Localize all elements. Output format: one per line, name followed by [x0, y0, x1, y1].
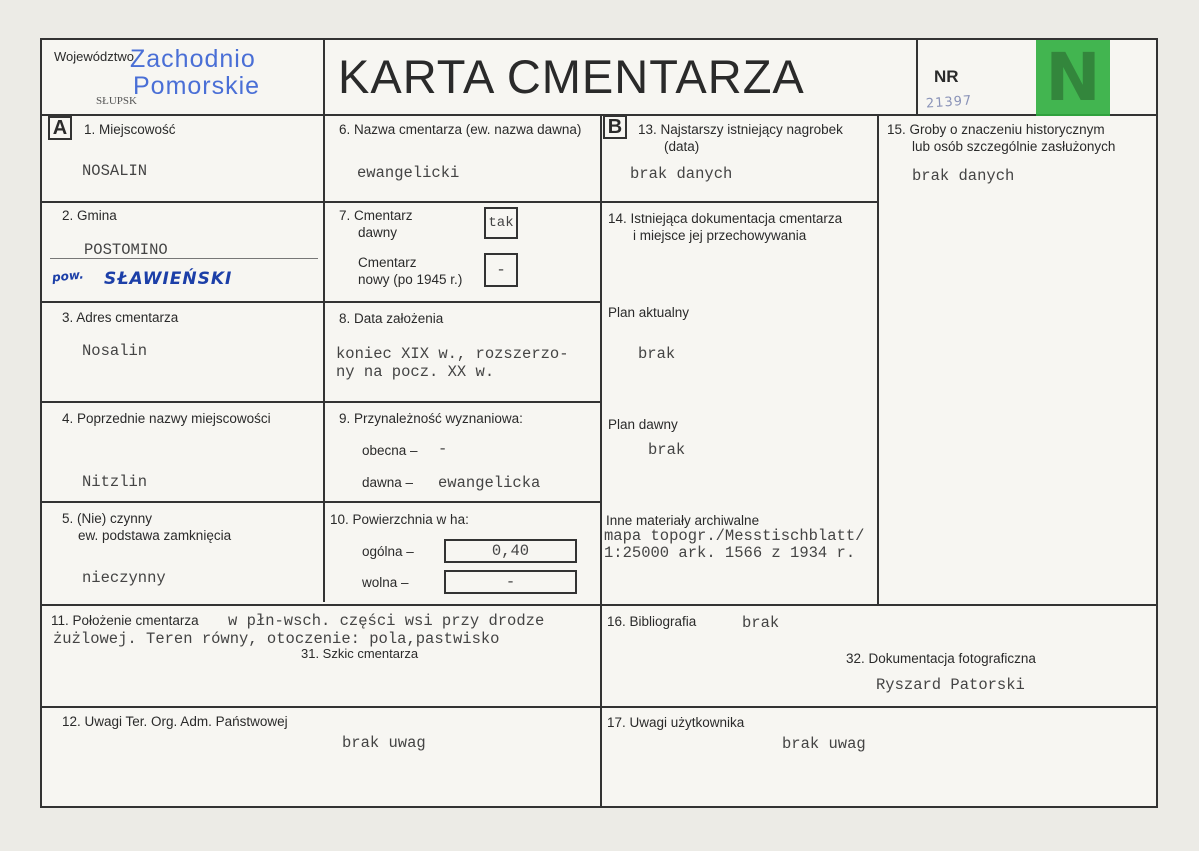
f10-ogolna-box: 0,40 [444, 539, 577, 563]
f2-value: POSTOMINO [84, 241, 168, 259]
plan-dawny-value: brak [648, 441, 686, 459]
f15-label-1: 15. Groby o znaczeniu historycznym [887, 122, 1105, 137]
f10-ogolna-label: ogólna – [362, 544, 414, 559]
f15-value: brak danych [912, 167, 1015, 185]
f11-value-2: żużlowej. Teren równy, otoczenie: pola,pastwisko [53, 630, 500, 648]
green-marker: N [1036, 40, 1110, 116]
region-stamp [130, 46, 260, 100]
f2-handwritten: SŁAWIEŃSKI [104, 269, 233, 289]
plan-aktualny-value: brak [638, 345, 676, 363]
f14-label-2: i miejsce jej przechowywania [633, 228, 807, 243]
f5-value: nieczynny [82, 569, 166, 587]
f1-label: 1. Miejscowość [84, 122, 176, 137]
f13-label-1: 13. Najstarszy istniejący nagrobek [638, 122, 843, 137]
f3-label: 3. Adres cmentarza [62, 310, 179, 325]
nr-label: NR [934, 67, 959, 86]
divider [877, 114, 879, 604]
f1-value: NOSALIN [82, 162, 148, 180]
f16-value: brak [742, 614, 780, 632]
section-a-marker: A [48, 116, 72, 140]
f10-wolna-label: wolna – [362, 575, 409, 590]
f13-value: brak danych [630, 165, 733, 183]
divider [42, 401, 601, 403]
f10-wolna-box: - [444, 570, 577, 594]
f9-obecna-label: obecna – [362, 443, 418, 458]
wojewodztwo-label: Województwo [54, 49, 134, 64]
f32-label: 32. Dokumentacja fotograficzna [846, 651, 1036, 666]
divider [42, 604, 1156, 606]
inne-value-1: mapa topogr./Messtischblatt/ [604, 527, 865, 545]
old-region-stamp: SŁUPSK [96, 95, 137, 107]
divider [323, 40, 325, 602]
f9-dawna-value: ewangelicka [438, 474, 541, 492]
f8-label: 8. Data założenia [339, 311, 444, 326]
divider [42, 706, 1156, 708]
f11-label: 11. Położenie cmentarza [51, 613, 199, 628]
divider [42, 114, 1156, 116]
f7-dawny-box: tak [484, 207, 518, 239]
f17-label: 17. Uwagi użytkownika [607, 715, 745, 730]
f6-value: ewangelicki [357, 164, 460, 182]
f12-value: brak uwag [342, 734, 426, 752]
f9-dawna-label: dawna – [362, 475, 414, 490]
f17-value: brak uwag [782, 735, 866, 753]
f4-label: 4. Poprzednie nazwy miejscowości [62, 411, 271, 426]
inne-value-2: 1:25000 ark. 1566 z 1934 r. [604, 544, 856, 562]
f7-nowy-box: - [484, 253, 518, 287]
f2-label: 2. Gmina [62, 208, 117, 223]
f7-dawny-label-2: dawny [358, 225, 398, 240]
divider [42, 301, 601, 303]
f6-label: 6. Nazwa cmentarza (ew. nazwa dawna) [339, 122, 582, 137]
f5-label-1: 5. (Nie) czynny [62, 511, 153, 526]
cemetery-card [40, 38, 1158, 808]
region-stamp-line1: Zachodnio [130, 45, 256, 73]
f8-value-2: ny na pocz. XX w. [336, 363, 495, 381]
divider [916, 40, 918, 114]
region-stamp-line2: Pomorskie [133, 72, 261, 100]
card-title: KARTA CMENTARZA [338, 50, 805, 103]
f12-label: 12. Uwagi Ter. Org. Adm. Państwowej [62, 714, 288, 729]
f10-label: 10. Powierzchnia w ha: [330, 512, 469, 527]
divider [42, 501, 601, 503]
f4-value: Nitzlin [82, 473, 148, 491]
f2-handwritten-prefix: pow. [51, 267, 85, 285]
f7-nowy-label-2: nowy (po 1945 r.) [358, 272, 463, 287]
f31-label: 31. Szkic cmentarza [301, 646, 419, 661]
f13-label-2: (data) [664, 139, 700, 154]
f5-label-2: ew. podstawa zamknięcia [78, 528, 232, 543]
inne-label: Inne materiały archiwalne [606, 513, 760, 528]
f9-label: 9. Przynależność wyznaniowa: [339, 411, 523, 426]
nr-value: 21397 [925, 93, 973, 112]
f16-label: 16. Bibliografia [607, 614, 697, 629]
section-b-marker: B [603, 115, 627, 139]
plan-aktualny-label: Plan aktualny [608, 305, 690, 320]
f15-label-2: lub osób szczególnie zasłużonych [912, 139, 1116, 154]
plan-dawny-label: Plan dawny [608, 417, 678, 432]
f7-nowy-label-1: Cmentarz [358, 255, 417, 270]
f9-obecna-value: - [438, 440, 448, 458]
f14-label-1: 14. Istniejąca dokumentacja cmentarza [608, 211, 843, 226]
divider [600, 114, 602, 808]
f32-value: Ryszard Patorski [876, 676, 1025, 694]
f11-value-1: w płn-wsch. części wsi przy drodze [228, 612, 545, 630]
f7-dawny-label-1: 7. Cmentarz [339, 208, 413, 223]
f3-value: Nosalin [82, 342, 148, 360]
f8-value-1: koniec XIX w., rozszerzo- [336, 345, 569, 363]
divider [42, 201, 878, 203]
